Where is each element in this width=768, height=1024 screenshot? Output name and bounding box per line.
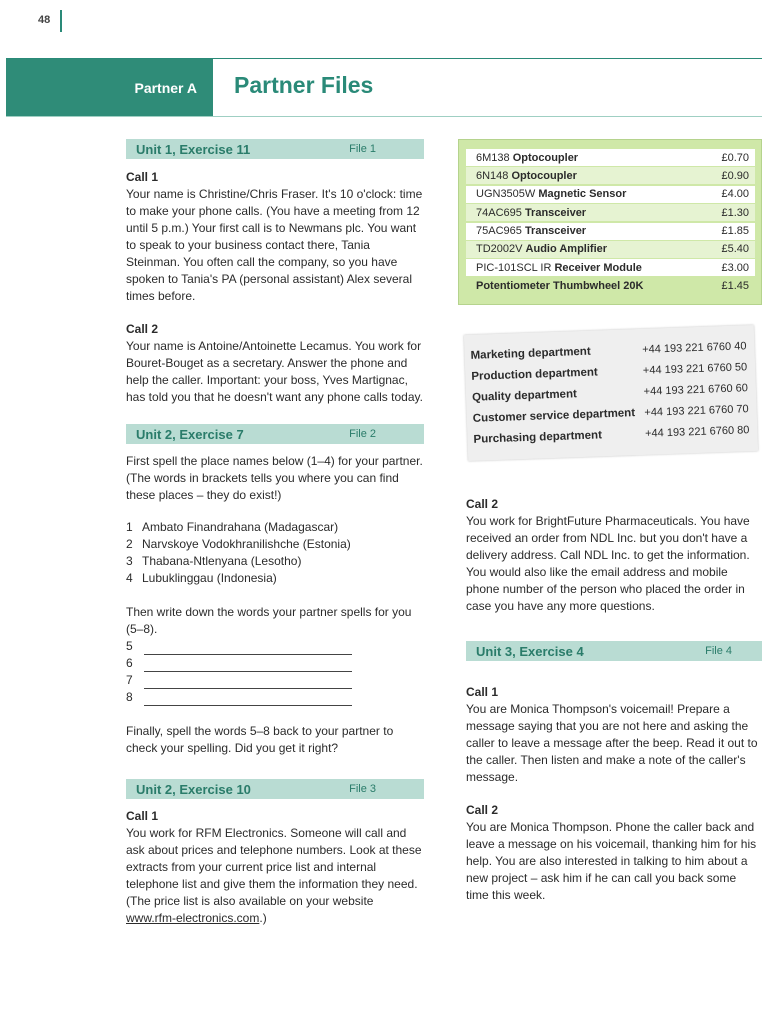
file-label: File 4 [705, 644, 732, 657]
blank-line[interactable]: 7 [126, 672, 424, 689]
price-row: 74AC695 Transceiver £1.30 [466, 204, 755, 221]
call-text: You are Monica Thompson. Phone the caller back and leave a message on his voicemail, thanking him for his help. You are also interested in talking to him about a new project – ask him if he can call you back some time this week. [466, 820, 757, 902]
exercise-title: Unit 3, Exercise 4 [476, 643, 584, 659]
page-number-divider [60, 10, 62, 32]
file-label: File 3 [349, 782, 376, 795]
exercise-instruction: Then write down the words your partner spells for you (5–8). [126, 605, 412, 636]
blank-lines [126, 638, 424, 706]
price-row: PIC-101SCL IR Receiver Module £3.00 [466, 259, 755, 276]
exercise-title: Unit 2, Exercise 7 [136, 426, 244, 442]
place-item: 4 Lubuklinggau (Indonesia) [126, 571, 277, 585]
exercise-title: Unit 1, Exercise 11 [136, 141, 251, 157]
price-row: TD2002V Audio Amplifier £5.40 [466, 241, 755, 258]
price-row: Potentiometer Thumbwheel 20K £1.45 [476, 280, 749, 293]
exercise-intro: First spell the place names below (1–4) for your partner. (The words in brackets tells you where you can find these places – they do exist!) [126, 454, 423, 502]
call-heading: Call 1 [466, 685, 499, 699]
partner-label-box [6, 59, 213, 116]
phone-row: Customer service department +44 193 221 6760 70 [472, 402, 749, 425]
call-text: You work for RFM Electronics. Someone will call and ask about prices and telephone numbers. Look at these extracts from your current price list and internal telephone list and give them the information they need. (The price list is also available on your website www.rfm-electronics.com.) [126, 826, 422, 925]
price-list [458, 139, 762, 305]
price-row: 6N148 Optocoupler £0.90 [466, 167, 755, 184]
phone-list [464, 325, 758, 461]
call-heading: Call 1 [126, 170, 159, 184]
blank-line[interactable]: 6 [126, 655, 424, 672]
partner-label: Partner A [134, 79, 197, 96]
place-item: 1 Ambato Finandrahana (Madagascar) [126, 520, 339, 534]
exercise-bar-unit1-ex11 [126, 139, 424, 159]
exercise-bar-unit2-ex7 [126, 424, 424, 444]
place-item: 2 Narvskoye Vodokhranilishche (Estonia) [126, 537, 351, 551]
call-heading: Call 2 [466, 803, 499, 817]
call-heading: Call 2 [466, 497, 499, 511]
phone-row: Marketing department +44 193 221 6760 40 [470, 339, 747, 362]
website-link[interactable]: www.rfm-electronics.com [126, 911, 260, 925]
place-list [126, 519, 424, 587]
call-heading: Call 2 [126, 322, 159, 336]
exercise-title: Unit 2, Exercise 10 [136, 781, 251, 797]
price-row: UGN3505W Magnetic Sensor £4.00 [466, 186, 755, 203]
call-text: You work for BrightFuture Pharmaceuticals. You have received an order from NDL Inc. but you don't have a delivery address. Call NDL Inc. to get the information. You would also like the email address and mobile phone number of the person who placed the order in case you have any more questions. [466, 514, 750, 613]
price-row: 75AC965 Transceiver £1.85 [466, 223, 755, 240]
call-text: Your name is Christine/Chris Fraser. It's 10 o'clock: time to make your phone calls. (You have a meeting from 12 until 5 p.m.) Your first call is to Newmans plc. You want to speak to your business contact there, Tania Steinman. You often call the company, so you have spoken to Tania's PA (personal assistant) Alex several times before. [126, 187, 423, 303]
header-bottom-rule [6, 116, 762, 117]
left-column [126, 139, 424, 927]
blank-line[interactable]: 8 [126, 689, 424, 706]
file-label: File 1 [349, 142, 376, 155]
exercise-bar-unit3-ex4 [466, 641, 762, 661]
exercise-instruction: Finally, spell the words 5–8 back to your partner to check your spelling. Did you get it right? [126, 724, 394, 755]
call-text: You are Monica Thompson's voicemail! Prepare a message saying that you are not here and asking the caller to leave a message after the beep. Read it out to the caller. Then listen and make a note of the caller's message. [466, 702, 758, 784]
page-number: 48 [38, 14, 51, 26]
call-text: Your name is Antoine/Antoinette Lecamus. You work for Bouret-Bouget as a secretary. Answer the phone and help the caller. Important: your boss, Yves Martignac, has told you that he doesn't want any phone calls today. [126, 339, 423, 404]
blank-line[interactable]: 5 [126, 638, 424, 655]
price-row: 6M138 Optocoupler £0.70 [466, 149, 755, 166]
place-item: 3 Thabana-Ntlenyana (Lesotho) [126, 554, 302, 568]
right-column [466, 496, 762, 904]
phone-row: Production department +44 193 221 6760 50 [471, 360, 748, 383]
phone-row: Purchasing department +44 193 221 6760 80 [473, 423, 750, 446]
phone-row: Quality department +44 193 221 6760 60 [471, 381, 749, 404]
exercise-bar-unit2-ex10 [126, 779, 424, 799]
call-heading: Call 1 [126, 809, 159, 823]
file-label: File 2 [349, 427, 376, 440]
page-title: Partner Files [234, 72, 374, 98]
